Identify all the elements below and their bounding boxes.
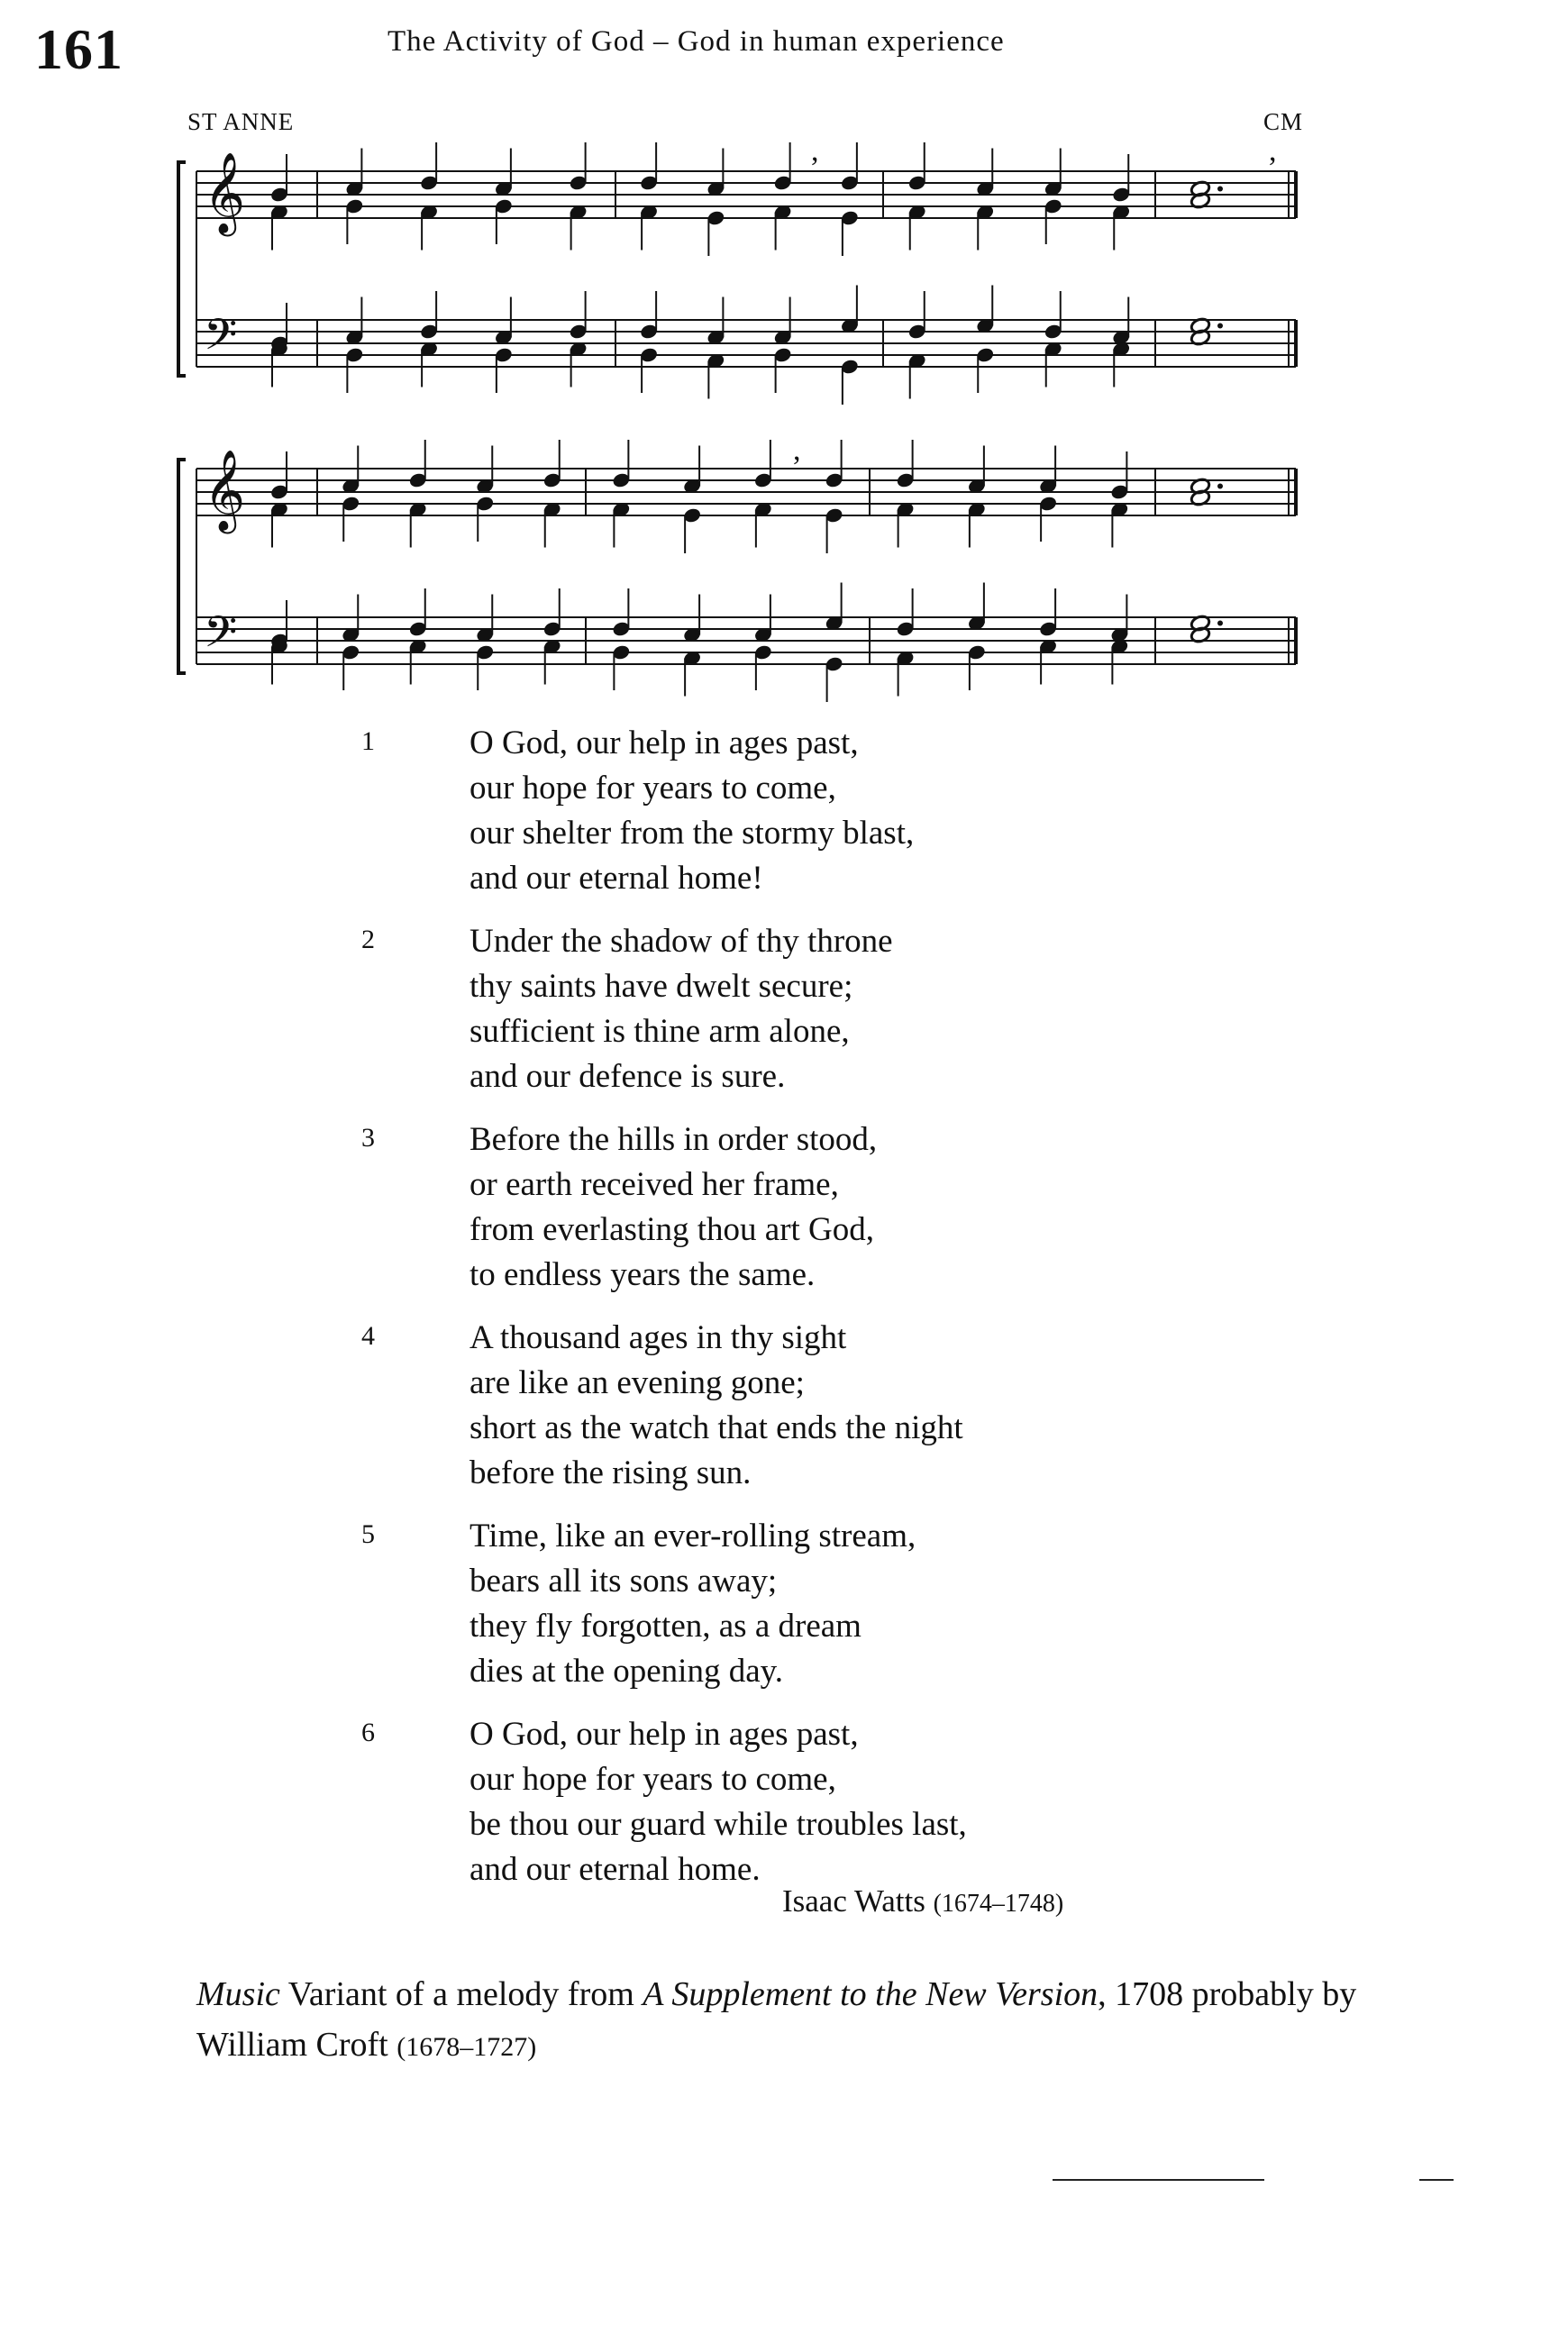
verse-line: O God, our help in ages past,: [469, 725, 859, 761]
verse-number: 6: [361, 1718, 375, 1747]
verse-line: bears all its sons away;: [469, 1563, 778, 1600]
verse-number: 5: [361, 1519, 375, 1549]
verse-line: our hope for years to come,: [469, 1761, 836, 1798]
breath-mark: ,: [811, 134, 819, 168]
footer-rule-short: [1419, 2179, 1454, 2181]
footer-rule: [1053, 2179, 1264, 2181]
author-dates: (1674–1748): [933, 1890, 1064, 1918]
tune-name: ST ANNE: [187, 108, 295, 135]
verse-line: Time, like an ever-rolling stream,: [469, 1518, 916, 1554]
verse-line: sufficient is thine arm alone,: [469, 1013, 850, 1050]
bass-clef-icon: 𝄢: [204, 606, 238, 668]
verse-line: our hope for years to come,: [469, 770, 836, 807]
verse-line: our shelter from the stormy blast,: [469, 815, 915, 852]
verse-line: short as the watch that ends the night: [469, 1409, 963, 1446]
breath-mark: ,: [1269, 134, 1277, 168]
music-credit-text: Variant of a melody from: [279, 1975, 643, 2013]
verse-line: Before the hills in order stood,: [469, 1121, 878, 1158]
verse: [356, 721, 1257, 901]
system-bracket: [178, 162, 186, 376]
verse-line: or earth received her frame,: [469, 1166, 839, 1203]
dot: [1217, 484, 1223, 489]
treble-clef-icon: 𝄞: [204, 152, 246, 233]
verse-line: and our eternal home.: [469, 1851, 761, 1888]
verse-line: and our eternal home!: [469, 860, 763, 897]
verse: [356, 1316, 1257, 1496]
author-credit: [782, 1883, 1063, 1919]
bass-clef-icon: 𝄢: [204, 309, 238, 370]
verse-line: dies at the opening day.: [469, 1653, 783, 1690]
system-bracket: [178, 460, 186, 673]
verse: [356, 1514, 1257, 1694]
verse-number: 3: [361, 1123, 375, 1153]
verse-line: are like an evening gone;: [469, 1364, 805, 1401]
verse: [356, 1712, 1257, 1892]
composer-dates: (1678–1727): [397, 2032, 537, 2062]
verse: [356, 919, 1257, 1099]
music-source-title: A Supplement to the New Version: [643, 1975, 1099, 2013]
running-head: The Activity of God – God in human experience: [387, 25, 1005, 58]
music-credit-composer: , 1708 probably by William Croft: [196, 1975, 1357, 2064]
verse-line: to endless years the same.: [469, 1256, 816, 1293]
treble-clef-icon: 𝄞: [204, 450, 246, 531]
breath-mark: ,: [793, 433, 801, 467]
verse-line: A thousand ages in thy sight: [469, 1319, 847, 1356]
verses: [356, 721, 1257, 1910]
verse-number: 2: [361, 925, 375, 954]
verse-line: thy saints have dwelt secure;: [469, 968, 853, 1005]
author-name: Isaac Watts: [782, 1883, 925, 1919]
music-credit: [196, 1969, 1368, 2073]
meter: CM: [1263, 108, 1304, 135]
verse-line: Under the shadow of thy throne: [469, 923, 893, 960]
dot: [1217, 324, 1223, 329]
verse-number: 1: [361, 726, 375, 756]
dot: [1217, 187, 1223, 192]
verse-line: from everlasting thou art God,: [469, 1211, 875, 1248]
verse-line: and our defence is sure.: [469, 1058, 786, 1095]
dot: [1217, 621, 1223, 626]
verse-line: be thou our guard while troubles last,: [469, 1806, 967, 1843]
verse-line: O God, our help in ages past,: [469, 1716, 859, 1753]
verse-line: before the rising sun.: [469, 1454, 752, 1491]
music-score: [0, 0, 1568, 703]
hymn-number: 161: [34, 17, 123, 81]
verse-number: 4: [361, 1321, 375, 1351]
music-label: Music: [196, 1975, 280, 2013]
verse-line: they fly forgotten, as a dream: [469, 1608, 861, 1645]
verse: [356, 1117, 1257, 1298]
